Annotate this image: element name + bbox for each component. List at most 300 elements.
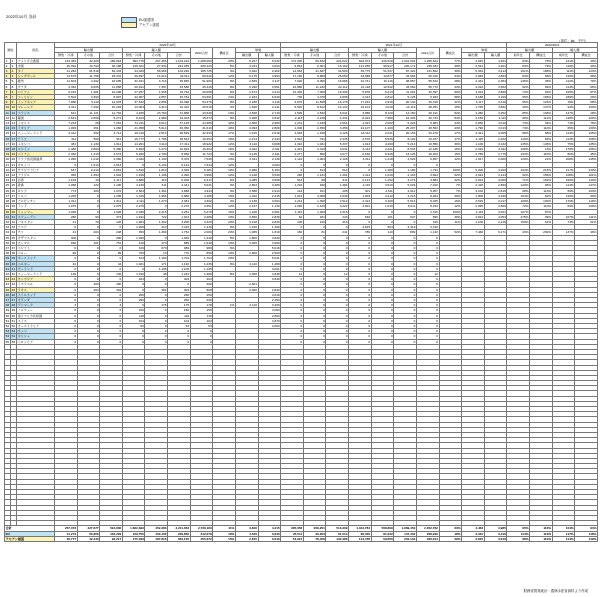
value-cell: 524,830 bbox=[100, 526, 123, 531]
value-cell: 0 bbox=[168, 339, 191, 344]
value-cell: 9% bbox=[213, 225, 236, 230]
value-cell: 175 bbox=[145, 303, 168, 308]
value-cell: 243 bbox=[326, 214, 349, 219]
prev-rank-cell: 36 bbox=[11, 240, 16, 245]
value-cell: 0 bbox=[416, 251, 439, 256]
country-cell: 南アフリカ共和国 bbox=[17, 313, 55, 318]
value-cell: 8% bbox=[213, 271, 236, 276]
value-cell: 5,878 bbox=[349, 89, 372, 94]
sub-share: 構成比 bbox=[575, 53, 598, 58]
value-cell: 4,130 bbox=[122, 183, 145, 188]
prev-rank-cell: 42 bbox=[11, 271, 16, 276]
value-cell: 0 bbox=[55, 162, 78, 167]
value-cell: 151 bbox=[303, 188, 326, 193]
value-cell: 800 bbox=[303, 152, 326, 157]
value-cell: 104 bbox=[122, 318, 145, 323]
value-cell: 89 bbox=[55, 251, 78, 256]
header-period-ratio: 2022/2021 bbox=[507, 43, 598, 48]
value-cell: 1,509 bbox=[281, 110, 304, 115]
country-cell: イタリア bbox=[17, 126, 55, 131]
value-cell: 52% bbox=[439, 173, 462, 178]
value-cell: 0 bbox=[303, 256, 326, 261]
prev-rank-cell: 8 bbox=[11, 84, 17, 89]
value-cell: 808 bbox=[190, 287, 213, 292]
value-cell: 3,008 bbox=[303, 193, 326, 198]
value-cell: 11,762 bbox=[100, 110, 123, 115]
value-cell: 5% bbox=[213, 235, 236, 240]
value-cell: 2,060 bbox=[100, 157, 123, 162]
value-cell: 22% bbox=[439, 178, 462, 183]
value-cell: 20% bbox=[213, 58, 236, 63]
value-cell: 2,719 bbox=[258, 110, 281, 115]
rank-cell: 12 bbox=[5, 115, 10, 120]
rank-cell: 18 bbox=[5, 147, 10, 152]
value-cell: 45% bbox=[530, 79, 553, 84]
value-cell: 37,542 bbox=[122, 100, 145, 105]
value-cell: 0 bbox=[303, 251, 326, 256]
value-cell: 0 bbox=[349, 167, 372, 172]
rank-cell: 52 bbox=[5, 323, 10, 328]
value-cell: 17% bbox=[439, 131, 462, 136]
value-cell: 513 bbox=[281, 178, 304, 183]
value-cell: 470 bbox=[145, 240, 168, 245]
value-cell: 303 bbox=[77, 188, 100, 193]
value-cell: 1,115 bbox=[281, 209, 304, 214]
country-cell: メキシコ bbox=[17, 141, 55, 146]
country-cell: スウェーデン bbox=[17, 214, 55, 219]
value-cell: 16,403 bbox=[394, 115, 417, 120]
value-cell: 110% bbox=[507, 136, 530, 141]
value-cell: 74% bbox=[507, 126, 530, 131]
value-cell: 0 bbox=[303, 303, 326, 308]
value-cell: 29,058 bbox=[190, 89, 213, 94]
value-cell: 147% bbox=[575, 183, 598, 188]
value-cell: 12,165 bbox=[416, 147, 439, 152]
value-cell: 4,340 bbox=[122, 157, 145, 162]
value-cell: 3,561 bbox=[258, 84, 281, 89]
country-cell: ドイツ bbox=[17, 136, 55, 141]
value-cell: 2,790 bbox=[145, 152, 168, 157]
value-cell: 3,412 bbox=[55, 131, 78, 136]
value-cell: 0 bbox=[122, 329, 145, 334]
value-cell: 117% bbox=[552, 531, 575, 536]
value-cell: 0 bbox=[55, 297, 78, 302]
value-cell: 3,145 bbox=[235, 152, 258, 157]
value-cell: 53 bbox=[122, 323, 145, 328]
rank-cell: 24 bbox=[5, 178, 10, 183]
value-cell: 9% bbox=[213, 79, 236, 84]
value-cell: 2,980 bbox=[168, 193, 191, 198]
value-cell: 2,894 bbox=[77, 147, 100, 152]
value-cell: 0 bbox=[281, 308, 304, 313]
value-cell: 0 bbox=[303, 318, 326, 323]
value-cell: 53,376 bbox=[190, 100, 213, 105]
total-row bbox=[5, 536, 598, 541]
country-cell: エジプト bbox=[17, 245, 55, 250]
value-cell: 7,261 bbox=[100, 121, 123, 126]
country-cell: アメリカ合衆国 bbox=[17, 58, 55, 63]
value-cell: 0 bbox=[100, 308, 123, 313]
header-share-2022: 構成比 bbox=[213, 48, 236, 58]
value-cell: 3,600 bbox=[484, 204, 507, 209]
prev-rank-cell: 30 bbox=[11, 209, 16, 214]
value-cell: 302 bbox=[77, 131, 100, 136]
value-cell: 0 bbox=[77, 303, 100, 308]
value-cell: 0 bbox=[303, 245, 326, 250]
value-cell: 2,486 bbox=[55, 147, 78, 152]
value-cell: 112% bbox=[530, 115, 553, 120]
value-cell: 6,131 bbox=[145, 162, 168, 167]
value-cell: 118% bbox=[575, 531, 598, 536]
value-cell: 3,169 bbox=[484, 95, 507, 100]
value-cell: 6% bbox=[213, 89, 236, 94]
value-cell: 0 bbox=[303, 240, 326, 245]
value-cell: 83% bbox=[507, 58, 530, 63]
value-cell: 0 bbox=[371, 287, 394, 292]
rank-cell: 26 bbox=[5, 188, 10, 193]
value-cell: 513,309 bbox=[326, 526, 349, 531]
country-cell: トルコ bbox=[17, 193, 55, 198]
value-cell: 3,310 bbox=[462, 531, 485, 536]
rank-cell: 47 bbox=[5, 297, 10, 302]
value-cell: 0 bbox=[55, 266, 78, 271]
value-cell: 16,203 bbox=[416, 152, 439, 157]
value-cell: 1,104 bbox=[55, 178, 78, 183]
value-cell: 18% bbox=[575, 110, 598, 115]
country-cell: オーストリア bbox=[17, 256, 55, 261]
value-cell: 26,519 bbox=[190, 105, 213, 110]
value-cell: 1,124 bbox=[281, 157, 304, 162]
value-cell: 7% bbox=[439, 188, 462, 193]
value-cell: 10,880 bbox=[281, 84, 304, 89]
value-cell: 44 bbox=[100, 261, 123, 266]
value-cell: 3,188 bbox=[235, 100, 258, 105]
value-cell: 18,922 bbox=[190, 141, 213, 146]
value-cell: 2,130 bbox=[258, 157, 281, 162]
value-cell: 8,233 bbox=[416, 204, 439, 209]
value-cell: 3,000 bbox=[484, 178, 507, 183]
value-cell: 5,504 bbox=[55, 95, 78, 100]
value-cell: 59,656 bbox=[371, 536, 394, 541]
value-cell: 1,076 bbox=[100, 188, 123, 193]
value-cell: 44,326 bbox=[122, 69, 145, 74]
value-cell: 68% bbox=[507, 188, 530, 193]
value-cell: 7,530 bbox=[190, 157, 213, 162]
value-cell: 4,511 bbox=[371, 188, 394, 193]
value-cell: 110% bbox=[530, 152, 553, 157]
rank-cell: 3 bbox=[5, 69, 11, 74]
prev-rank-cell: 29 bbox=[11, 204, 16, 209]
value-cell: 0 bbox=[371, 266, 394, 271]
value-cell: 0 bbox=[349, 313, 372, 318]
value-cell: 1,765 bbox=[462, 105, 485, 110]
value-cell: 0 bbox=[416, 292, 439, 297]
value-cell: 10,437 bbox=[416, 136, 439, 141]
prev-rank-cell: 18 bbox=[11, 147, 16, 152]
value-cell: 52% bbox=[439, 110, 462, 115]
value-cell: 0 bbox=[77, 235, 100, 240]
value-cell: 79 bbox=[77, 219, 100, 224]
value-cell: 123% bbox=[530, 100, 553, 105]
value-cell: 1,105 bbox=[190, 266, 213, 271]
value-cell: 30,397 bbox=[416, 89, 439, 94]
value-cell: 0 bbox=[100, 225, 123, 230]
value-cell: 25,207 bbox=[394, 126, 417, 131]
value-cell: 33,089 bbox=[349, 74, 372, 79]
value-cell: 92,217 bbox=[100, 536, 123, 541]
value-cell: 10,923 bbox=[168, 147, 191, 152]
value-cell: 3,100 bbox=[371, 199, 394, 204]
value-cell: 251 bbox=[77, 126, 100, 131]
value-cell: 0 bbox=[303, 235, 326, 240]
value-cell: 2,392 bbox=[168, 173, 191, 178]
value-cell: 1,011 bbox=[100, 199, 123, 204]
value-cell: 1,068 bbox=[55, 183, 78, 188]
prev-rank-cell: 11 bbox=[11, 115, 15, 120]
value-cell: 363,155 bbox=[168, 536, 191, 541]
value-cell: 0 bbox=[371, 209, 394, 214]
value-cell: 1,192 bbox=[168, 261, 191, 266]
rank-cell: 25 bbox=[5, 183, 10, 188]
value-cell: 0 bbox=[326, 266, 349, 271]
value-cell: 2,095 bbox=[462, 204, 485, 209]
value-cell: 3,640 bbox=[258, 531, 281, 536]
value-cell: 110% bbox=[530, 536, 553, 541]
value-cell: 401 bbox=[349, 188, 372, 193]
value-cell: 2,621 bbox=[55, 115, 78, 120]
value-cell: 180 bbox=[303, 183, 326, 188]
value-cell: 4% bbox=[213, 105, 236, 110]
value-cell: 44,500 bbox=[326, 69, 349, 74]
value-cell: 33,588 bbox=[168, 84, 191, 89]
prev-rank-cell: 19 bbox=[11, 152, 16, 157]
value-cell: 20% bbox=[575, 95, 598, 100]
value-cell: 1,075 bbox=[55, 204, 78, 209]
value-cell: 1,191 bbox=[122, 214, 145, 219]
value-cell: 100% bbox=[575, 115, 598, 120]
value-cell: 0 bbox=[349, 303, 372, 308]
value-cell: 0 bbox=[394, 261, 417, 266]
value-cell: 1,009 bbox=[55, 126, 78, 131]
value-cell: 1,704 bbox=[190, 256, 213, 261]
value-cell: 54,661 bbox=[190, 95, 213, 100]
value-cell: 0 bbox=[145, 282, 168, 287]
value-cell: 0 bbox=[349, 297, 372, 302]
value-cell: 3,510 bbox=[371, 183, 394, 188]
value-cell: 1,364 bbox=[145, 188, 168, 193]
value-cell: 113% bbox=[552, 84, 575, 89]
value-cell: 250 bbox=[190, 292, 213, 297]
value-cell: 1,212 bbox=[281, 199, 304, 204]
value-cell: 60,956 bbox=[77, 531, 100, 536]
value-cell: 0 bbox=[77, 318, 100, 323]
value-cell: 1,228 bbox=[235, 209, 258, 214]
prev-rank-cell: 33 bbox=[11, 225, 16, 230]
value-cell: 2,315 bbox=[258, 193, 281, 198]
value-cell: 0 bbox=[145, 313, 168, 318]
value-cell: 99% bbox=[575, 193, 598, 198]
country-cell: イギリス bbox=[17, 121, 55, 126]
prev-rank-cell: 7 bbox=[11, 95, 17, 100]
value-cell: 614 bbox=[303, 167, 326, 172]
value-cell: 1,050 bbox=[55, 157, 78, 162]
value-cell: 250 bbox=[122, 297, 145, 302]
rank-cell: 19 bbox=[5, 152, 10, 157]
value-cell: 2,812 bbox=[462, 178, 485, 183]
value-cell: 16% bbox=[213, 531, 236, 536]
country-cell: 台湾 bbox=[17, 178, 55, 183]
value-cell: 3,326 bbox=[190, 219, 213, 224]
value-cell: 3,414 bbox=[484, 69, 507, 74]
header-total-2021: 2021合計 bbox=[416, 48, 439, 58]
value-cell: 147,432 bbox=[394, 531, 417, 536]
value-cell: 118 bbox=[168, 313, 191, 318]
value-cell: 0 bbox=[77, 199, 100, 204]
value-cell: 4,001 bbox=[349, 204, 372, 209]
value-cell: 0 bbox=[303, 292, 326, 297]
value-cell: 121,255 bbox=[349, 63, 372, 68]
value-cell: 0 bbox=[281, 167, 304, 172]
value-cell: 65% bbox=[552, 126, 575, 131]
value-cell: 2,512 bbox=[326, 199, 349, 204]
value-cell: 10,550 bbox=[416, 141, 439, 146]
value-cell: 1,152 bbox=[371, 178, 394, 183]
value-cell: 104 bbox=[190, 318, 213, 323]
value-cell: 1,344,784 bbox=[349, 526, 372, 531]
value-cell: 13 bbox=[77, 178, 100, 183]
value-cell: 250 bbox=[122, 292, 145, 297]
value-cell: 12,300 bbox=[281, 89, 304, 94]
value-cell: 4,250 bbox=[462, 110, 485, 115]
value-cell: 3,540 bbox=[258, 173, 281, 178]
value-cell: 1,321 bbox=[281, 147, 304, 152]
value-cell: 69% bbox=[530, 84, 553, 89]
value-cell: 30% bbox=[439, 141, 462, 146]
country-cell: オーストラリア bbox=[17, 323, 55, 328]
value-cell: 0 bbox=[349, 271, 372, 276]
value-cell: 5,626 bbox=[394, 183, 417, 188]
value-cell: 0 bbox=[145, 292, 168, 297]
value-cell: 100% bbox=[439, 209, 462, 214]
value-cell: 4,944 bbox=[190, 188, 213, 193]
value-cell: 16,116 bbox=[371, 79, 394, 84]
rank-cell: 22 bbox=[5, 167, 10, 172]
value-cell: 6,649 bbox=[258, 95, 281, 100]
value-cell: 0 bbox=[416, 297, 439, 302]
value-cell: 0 bbox=[349, 162, 372, 167]
value-cell: 0 bbox=[55, 308, 78, 313]
value-cell: 2,849 bbox=[462, 74, 485, 79]
unit-note: （単位：kg、千円） bbox=[557, 39, 588, 43]
value-cell: 5,631 bbox=[190, 183, 213, 188]
value-cell: 2,786 bbox=[462, 152, 485, 157]
value-cell: 419 bbox=[122, 240, 145, 245]
value-cell: 35,865 bbox=[168, 79, 191, 84]
value-cell: 0 bbox=[371, 313, 394, 318]
value-cell: 132,480 bbox=[326, 536, 349, 541]
value-cell: 7,010 bbox=[416, 183, 439, 188]
value-cell: 4,045 bbox=[462, 58, 485, 63]
value-cell: 81,032 bbox=[371, 531, 394, 536]
value-cell: 5,260 bbox=[122, 152, 145, 157]
value-cell: 1,196 bbox=[145, 173, 168, 178]
value-cell: 150 bbox=[122, 308, 145, 313]
prev-rank-cell: 48 bbox=[11, 303, 16, 308]
value-cell: 0 bbox=[394, 308, 417, 313]
value-cell: 404 bbox=[77, 287, 100, 292]
rank-cell: 23 bbox=[5, 173, 10, 178]
value-cell: 2,360 bbox=[55, 152, 78, 157]
value-cell: 20% bbox=[213, 256, 236, 261]
value-cell: 79% bbox=[530, 63, 553, 68]
value-cell: 3 bbox=[100, 303, 123, 308]
country-cell: オランダ bbox=[17, 297, 55, 302]
value-cell: 2,431 bbox=[462, 79, 485, 84]
value-cell: 16% bbox=[439, 105, 462, 110]
value-cell: 3,865 bbox=[484, 89, 507, 94]
value-cell: 670 bbox=[145, 245, 168, 250]
value-cell: 404 bbox=[122, 277, 145, 282]
value-cell: 0 bbox=[326, 308, 349, 313]
value-cell: 60% bbox=[439, 89, 462, 94]
value-cell: 111% bbox=[552, 69, 575, 74]
value-cell: 61% bbox=[530, 219, 553, 224]
value-cell: 28,563 bbox=[416, 126, 439, 131]
prev-rank-cell: 43 bbox=[11, 277, 16, 282]
value-cell: 250 bbox=[190, 297, 213, 302]
value-cell: 244,255 bbox=[168, 63, 191, 68]
value-cell: 129% bbox=[507, 157, 530, 162]
value-cell: 6,657 bbox=[416, 157, 439, 162]
sub-fresh: 鮮魚・冷凍 bbox=[122, 53, 145, 58]
rank-cell: 31 bbox=[5, 214, 10, 219]
value-cell: 4,963 bbox=[258, 74, 281, 79]
value-cell: 1,313 bbox=[77, 152, 100, 157]
value-cell: 2,215 bbox=[145, 209, 168, 214]
value-cell: 0 bbox=[281, 256, 304, 261]
value-cell: 0 bbox=[416, 245, 439, 250]
value-cell: 1,415 bbox=[235, 131, 258, 136]
value-cell: 6,653 bbox=[122, 147, 145, 152]
value-cell: 121% bbox=[552, 58, 575, 63]
value-cell: 0 bbox=[416, 240, 439, 245]
value-cell: 96% bbox=[530, 183, 553, 188]
value-cell: 2,840 bbox=[258, 219, 281, 224]
value-cell: 113% bbox=[552, 136, 575, 141]
value-cell: 546 bbox=[349, 214, 372, 219]
value-cell: 514 bbox=[122, 256, 145, 261]
value-cell: 204 bbox=[77, 230, 100, 235]
value-cell: 9,066 bbox=[303, 79, 326, 84]
country-cell: インド bbox=[17, 204, 55, 209]
header-import-2021: 輸入額 bbox=[349, 48, 417, 53]
value-cell: 68% bbox=[507, 115, 530, 120]
value-cell: 2,618 bbox=[258, 131, 281, 136]
country-cell: チリ bbox=[17, 230, 55, 235]
value-cell: 4,463 bbox=[462, 526, 485, 531]
sub-import: 輸入額 bbox=[258, 53, 281, 58]
value-cell: 1,340 bbox=[190, 235, 213, 240]
value-cell: 3,212 bbox=[371, 193, 394, 198]
value-cell: 0 bbox=[394, 287, 417, 292]
value-cell: 0 bbox=[281, 329, 304, 334]
value-cell: 0 bbox=[371, 329, 394, 334]
value-cell: 0 bbox=[371, 323, 394, 328]
value-cell: 62% bbox=[507, 84, 530, 89]
value-cell: 2,913 bbox=[258, 188, 281, 193]
value-cell: 8% bbox=[213, 100, 236, 105]
value-cell: 3,824 bbox=[416, 173, 439, 178]
